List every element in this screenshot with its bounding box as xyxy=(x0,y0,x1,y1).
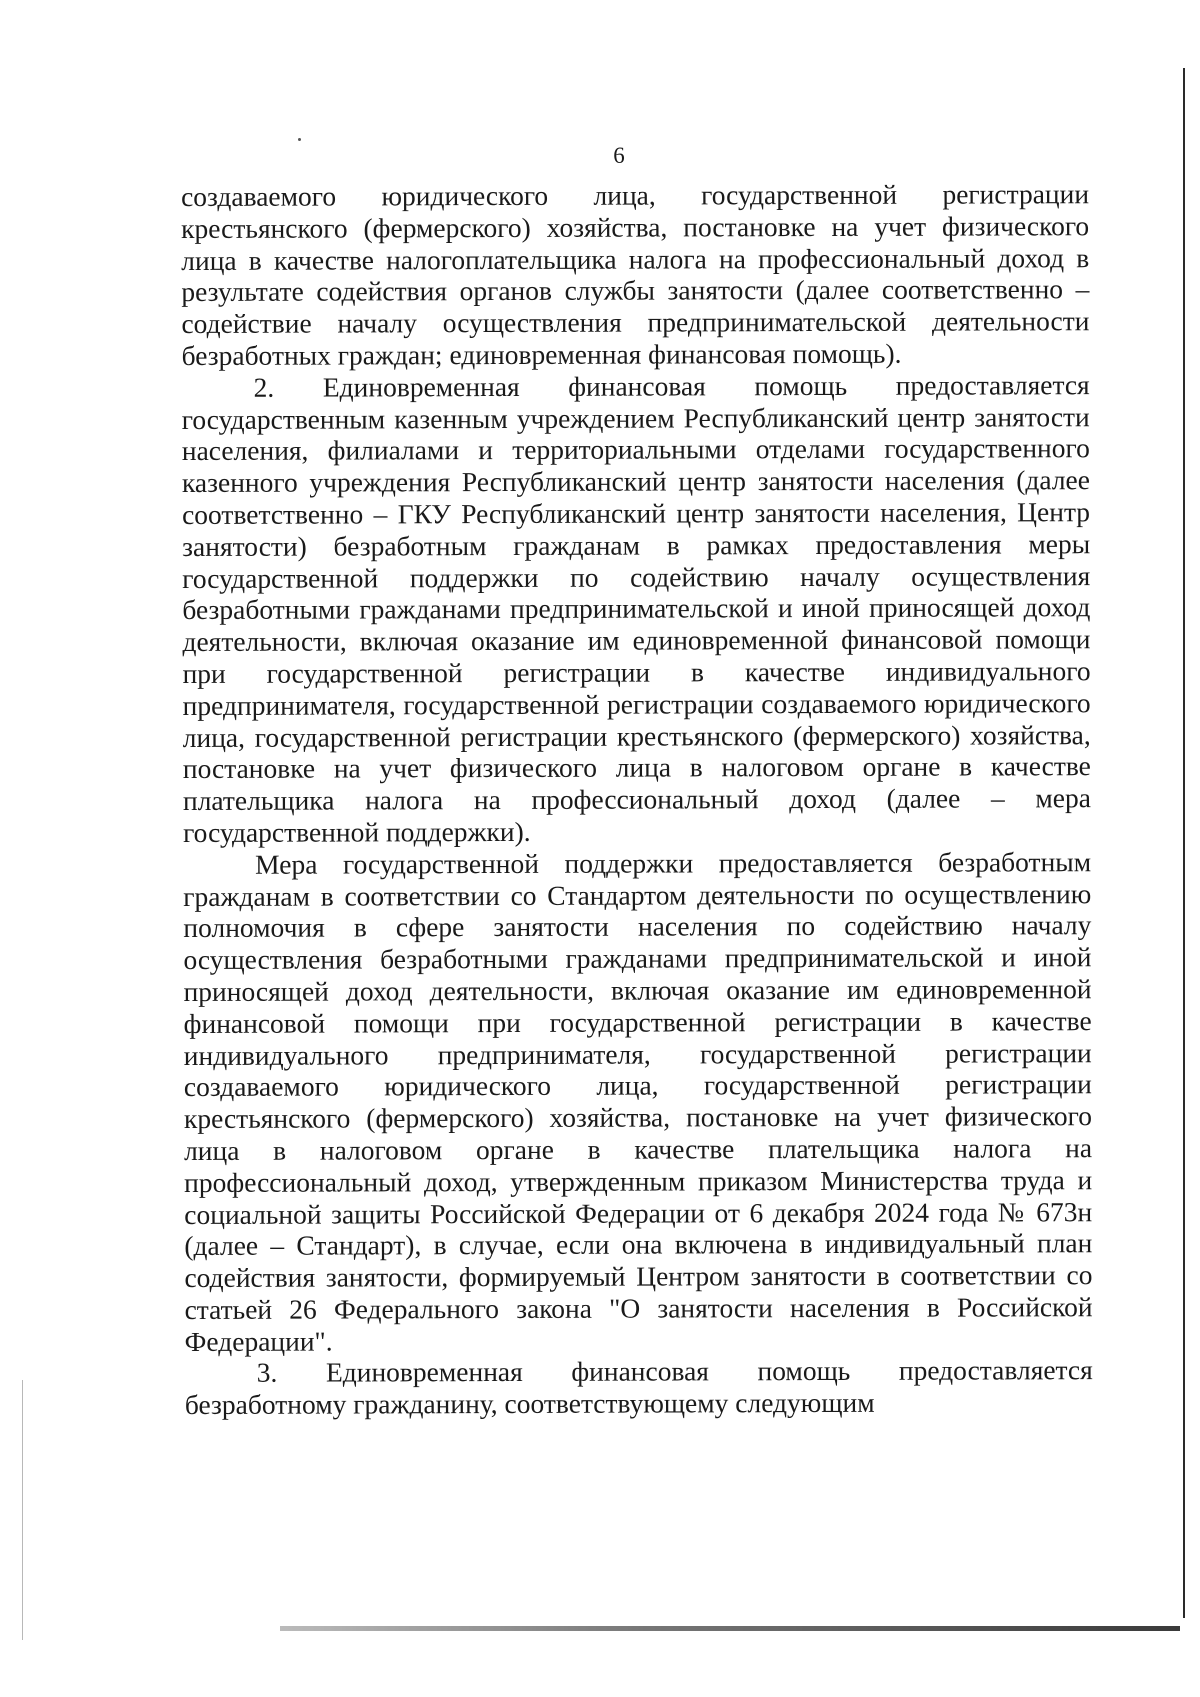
page-number: 6 xyxy=(613,143,625,168)
paragraph-support-measure: Мера государственной поддержки предоставляется безработным гражданам в соответствии со Стандартом деятельности по осуществлению полномочия в сфере занятости населения по содействию началу осуществления безработными гражданами предпринимательской и иной приносящей доход деятельности, включая оказание им единовременной финансовой помощи при государственной регистрации в качестве индивидуального предпринимателя, государственной регистрации создаваемого юридического лица, государственной регистрации крестьянского (фермерского) хозяйства, постановке на учет физического лица в налоговом органе в качестве плательщика налога на профессиональный доход, утвержденным приказом Министерства труда и социальной защиты Российской Федерации от 6 декабря 2024 года № 673н (далее – Стандарт), в случае, если она включена в индивидуальный план содействия занятости, формируемый Центром занятости в соответствии со статьей 26 Федерального закона "О занятости населения в Российской Федерации". xyxy=(183,845,1093,1357)
scan-right-edge xyxy=(1183,68,1185,1618)
paragraph-item-2: 2. Единовременная финансовая помощь предоставляется государственным казенным учреждением Республиканский центр занятости населения, филиалами и территориальными отделами государственного казенного учреждения Республиканский центр занятости населения (далее соответственно – ГКУ Республиканский центр занятости населения, Центр занятости) безработным гражданам в рамках предоставления меры государственной поддержки по содействию началу осуществления безработными гражданами предпринимательской и иной приносящей доход деятельности, включая оказание им единовременной финансовой помощи при государственной регистрации в качестве индивидуального предпринимателя, государственной регистрации создаваемого юридического лица, государственной регистрации крестьянского (фермерского) хозяйства, постановке на учет физического лица в налоговом органе в качестве плательщика налога на профессиональный доход (далее – мера государственной поддержки). xyxy=(181,368,1091,848)
paragraph-item-3: 3. Единовременная финансовая помощь предоставляется безработному гражданину, соответствующему следующим xyxy=(184,1354,1093,1421)
scan-bottom-edge xyxy=(280,1626,1180,1631)
document-body xyxy=(181,178,1093,1421)
paragraph-continuation: создаваемого юридического лица, государственной регистрации крестьянского (фермерского) хозяйства, постановке на учет физического лица в качестве налогоплательщика налога на профессиональный доход в результате содействия органов службы занятости (далее соответственно – содействие началу осуществления предпринимательской деятельности безработных граждан; единовременная финансовая помощь). xyxy=(181,178,1090,371)
scan-left-edge xyxy=(22,1380,23,1640)
